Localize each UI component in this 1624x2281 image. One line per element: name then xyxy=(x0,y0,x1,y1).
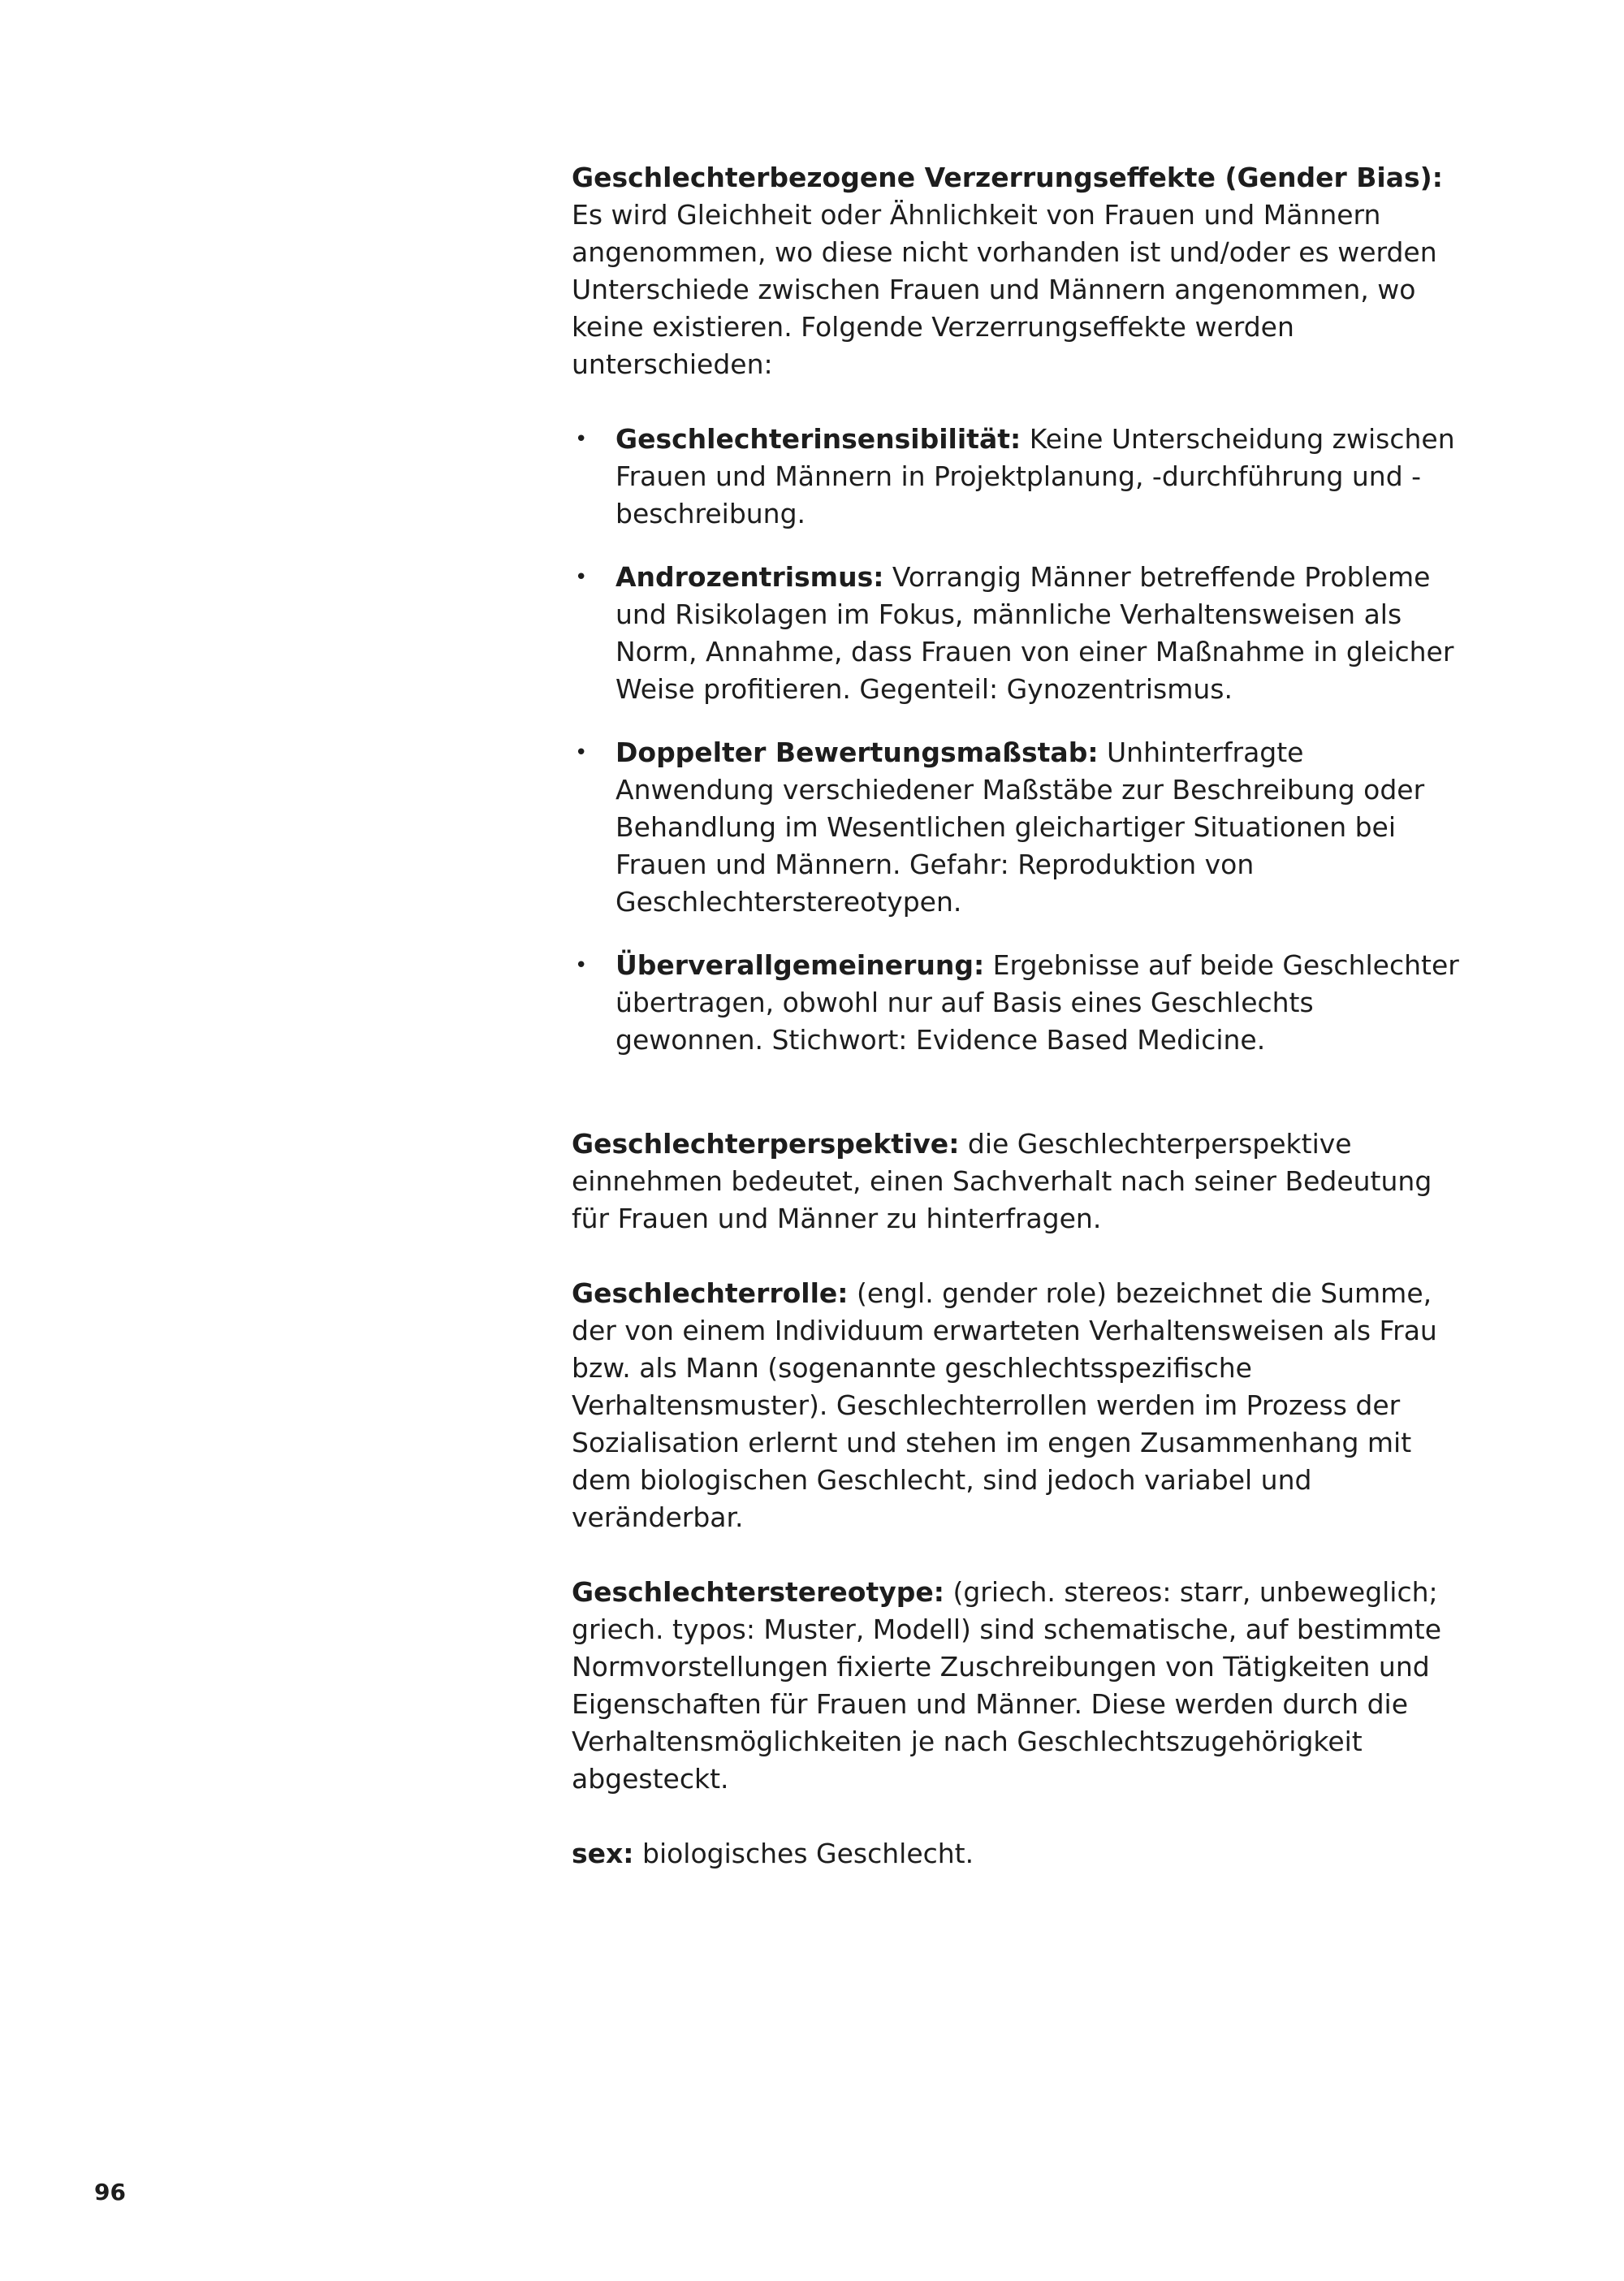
bullet-icon: • xyxy=(575,427,588,451)
sex-definition xyxy=(572,1835,1465,1873)
gender-bias-definition xyxy=(572,159,1465,383)
gender-bias-term: Geschlechterbezogene Verzerrungseffekte (Gender Bias): xyxy=(572,162,1443,193)
gender-bias-text: Es wird Gleichheit oder Ähnlichkeit von Frauen und Männern angenommen, wo diese nicht vorhanden ist und/oder es werden Unterschiede zwischen Frauen und Männern angenommen, wo keine existieren. Folgende Verzerrungseffekte werden unterschieden: xyxy=(572,199,1437,380)
list-item-text: Vorrangig Männer betreffende Probleme und Risikolagen im Fokus, männliche Verhaltensweisen als Norm, Annahme, dass Frauen von einer Maßnahme in gleicher Weise profitieren. Gegenteil: Gynozentrismus. xyxy=(615,561,1454,705)
list-item-text: Unhinterfragte Anwendung verschiedener Maßstäbe zur Beschreibung oder Behandlung im Wesentlichen gleichartiger Situationen bei Frauen und Männern. Gefahr: Reproduktion von Geschlechterstereotypen. xyxy=(615,737,1425,918)
list-item xyxy=(572,421,1465,533)
bullet-icon: • xyxy=(575,741,588,765)
rolle-definition xyxy=(572,1275,1465,1536)
sex-term: sex: xyxy=(572,1838,634,1869)
list-item xyxy=(572,947,1465,1059)
stereotype-term: Geschlechterstereotype: xyxy=(572,1576,944,1608)
list-item xyxy=(572,734,1465,921)
stereotype-text: (griech. stereos: starr, unbeweglich; griech. typos: Muster, Modell) sind schematische, auf bestimmte Normvorstellungen fixierte Zuschreibungen von Tätigkeiten und Eigenschaften für Frauen und Männer. Diese werden durch die Verhaltensmöglichkeiten je nach Geschlechtszugehörigkeit abgesteckt. xyxy=(572,1576,1442,1795)
rolle-term: Geschlechterrolle: xyxy=(572,1277,849,1309)
page-number: 96 xyxy=(94,2179,126,2205)
list-item-term: Doppelter Bewertungsmaßstab: xyxy=(615,737,1099,768)
perspektive-definition xyxy=(572,1125,1465,1238)
bullet-icon: • xyxy=(575,565,588,590)
sex-text: biologisches Geschlecht. xyxy=(633,1838,974,1869)
list-item-term: Geschlechterinsensibilität: xyxy=(615,423,1021,455)
list-item-text: Keine Unterscheidung zwischen Frauen und Männern in Projektplanung, -durchführung und -beschreibung. xyxy=(615,423,1455,529)
bias-effects-list xyxy=(572,421,1465,1059)
perspektive-text: die Geschlechterperspektive einnehmen bedeutet, einen Sachverhalt nach seiner Bedeutung für Frauen und Männer zu hinterfragen. xyxy=(572,1128,1432,1234)
perspektive-term: Geschlechterperspektive: xyxy=(572,1128,960,1160)
list-item-term: Androzentrismus: xyxy=(615,561,884,593)
rolle-text: (engl. gender role) bezeichnet die Summe, der von einem Individuum erwarteten Verhaltensweisen als Frau bzw. als Mann (sogenannte geschlechtsspezifische Verhaltensmuster). Geschlechterrollen werden im Prozess der Sozialisation erlernt und stehen im engen Zusammenhang mit dem biologischen Geschlecht, sind jedoch variabel und veränderbar. xyxy=(572,1277,1437,1533)
stereotype-definition xyxy=(572,1574,1465,1798)
list-item xyxy=(572,559,1465,708)
bullet-icon: • xyxy=(575,953,588,978)
list-item-text: Ergebnisse auf beide Geschlechter übertragen, obwohl nur auf Basis eines Geschlechts gewonnen. Stichwort: Evidence Based Medicine. xyxy=(615,949,1459,1056)
glossary-content xyxy=(572,159,1465,1873)
list-item-term: Überverallgemeinerung: xyxy=(615,949,985,981)
